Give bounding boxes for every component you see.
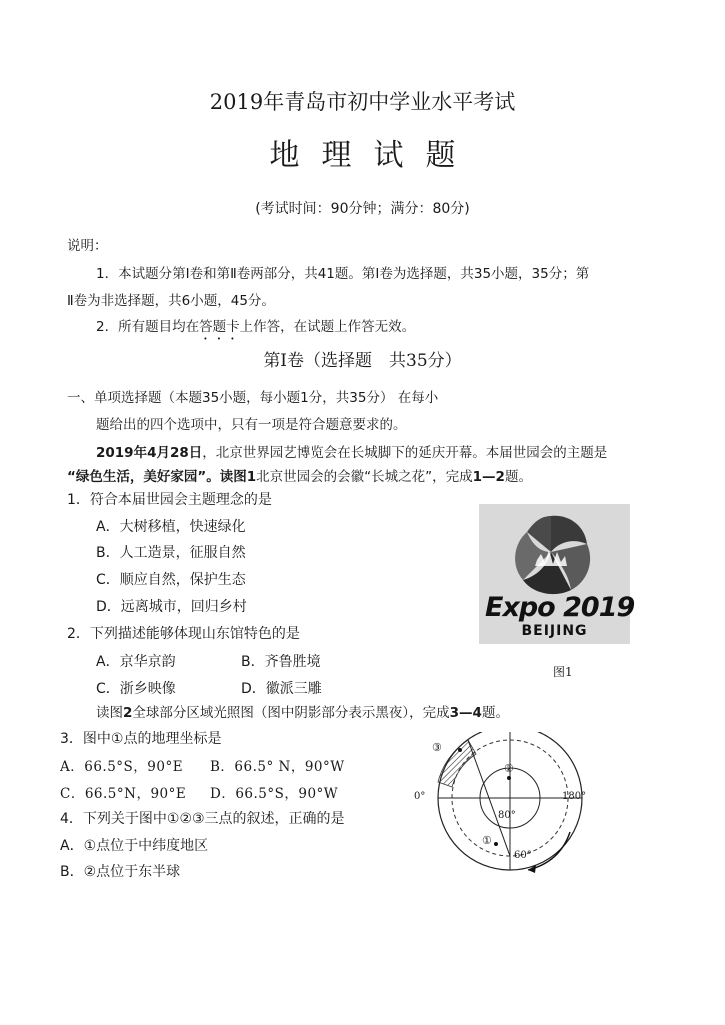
passage-2-question-range: 3—4 <box>449 705 482 721</box>
question-2-stem: 2．下列描述能够体现山东馆特色的是 <box>67 626 300 642</box>
point-2-label: ② <box>504 762 514 775</box>
instructions-label: 说明： <box>67 238 108 254</box>
exam-title: 2019年青岛市初中学业水平考试 <box>209 90 516 114</box>
instruction-2-post: 上作答，在试题上作答无效。 <box>239 319 416 335</box>
exam-info: (考试时间：90分钟；满分：80分) <box>255 201 470 217</box>
question-2-option-b: B．齐鲁胜境 <box>241 654 321 670</box>
subject-title: 地理试题 <box>269 138 478 173</box>
instruction-1-line-2: Ⅱ卷为非选择题，共6小题，45分。 <box>67 293 275 309</box>
passage-2-text-3: 题。 <box>481 705 509 721</box>
passage-1-fig-ref: 1 <box>246 469 257 485</box>
point-3-label: ③ <box>432 741 442 754</box>
question-1-option-a: A．大树移植，快速绿化 <box>96 519 246 535</box>
instruction-2 <box>96 315 415 343</box>
question-3-option-c: C．66.5°N，90°E <box>60 786 187 802</box>
question-1-option-b: B．人工造景，征服自然 <box>96 545 246 561</box>
passage-1-line-1 <box>96 441 607 461</box>
passage-2-fig-ref: 2 <box>123 705 133 721</box>
label-60-degree: 60° <box>514 850 532 861</box>
question-4-stem: 4．下列关于图中①②③三点的叙述，正确的是 <box>60 811 345 827</box>
figure-1-expo-logo <box>479 504 635 644</box>
question-2-option-a: A．京华京韵 <box>96 654 176 670</box>
figure-1-caption: 图1 <box>553 665 573 679</box>
question-3-option-d: D．66.5°S，90°W <box>210 786 339 802</box>
question-3-option-b: B．66.5° N，90°W <box>210 759 345 775</box>
label-80-degree: 80° <box>498 810 516 821</box>
section-1-heading: 第Ⅰ卷（选择题 共35分） <box>263 351 462 371</box>
passage-1-text-2: 北京世园会的会徽“长城之花”，完成 <box>256 469 473 485</box>
passage-1-text-3: 题。 <box>504 469 532 485</box>
passage-2-text-2: 全球部分区域光照图（图中阴影部分表示黑夜），完成 <box>132 705 450 721</box>
question-1-stem: 1．符合本届世园会主题理念的是 <box>67 492 272 508</box>
figure-2-light-map <box>410 732 590 880</box>
logo-beijing-text: BEIJING <box>521 623 588 639</box>
passage-1-question-range: 1—2 <box>472 469 505 485</box>
passage-1-theme: “绿色生活，美好家园”。读图 <box>67 469 247 485</box>
passage-1-text-1: ，北京世界园艺博览会在长城脚下的延庆开幕。本届世园会的主题是 <box>202 445 608 461</box>
polar-light-diagram <box>410 732 590 880</box>
passage-1-date: 2019年4月28日 <box>96 445 203 461</box>
question-1-option-c: C．顺应自然，保护生态 <box>96 572 246 588</box>
instruction-2-pre: 2．所有题目均在 <box>96 319 200 335</box>
question-2-option-d: D．徽派三雕 <box>241 681 322 697</box>
question-1-option-d: D．远离城市，回归乡村 <box>96 599 247 615</box>
part-instructions-line-1: 一、单项选择题（本题35小题，每小题1分，共35分） 在每小 <box>67 390 439 406</box>
question-4-option-a: A．①点位于中纬度地区 <box>60 838 209 854</box>
point-1-label: ① <box>482 834 492 847</box>
question-3-option-a: A．66.5°S，90°E <box>60 759 184 775</box>
label-180-degree: 180° <box>562 791 587 802</box>
question-2-option-c: C．浙乡映像 <box>96 681 176 697</box>
passage-1-line-2 <box>67 465 532 485</box>
passage-2 <box>96 701 509 721</box>
instruction-2-emphasis: 答题卡 <box>199 319 240 335</box>
part-instructions-line-2: 题给出的四个选项中，只有一项是符合题意要求的。 <box>96 417 407 433</box>
label-0-degree: 0° <box>414 791 426 802</box>
question-3-stem: 3．图中①点的地理坐标是 <box>60 731 222 747</box>
instruction-1-line-1: 1．本试题分第Ⅰ卷和第Ⅱ卷两部分，共41题。第Ⅰ卷为选择题，共35小题，35分；第 <box>96 266 590 282</box>
passage-2-text-1: 读图 <box>96 705 123 721</box>
logo-expo-text: Expo 2019 <box>485 592 635 623</box>
question-4-option-b: B．②点位于东半球 <box>60 864 181 880</box>
